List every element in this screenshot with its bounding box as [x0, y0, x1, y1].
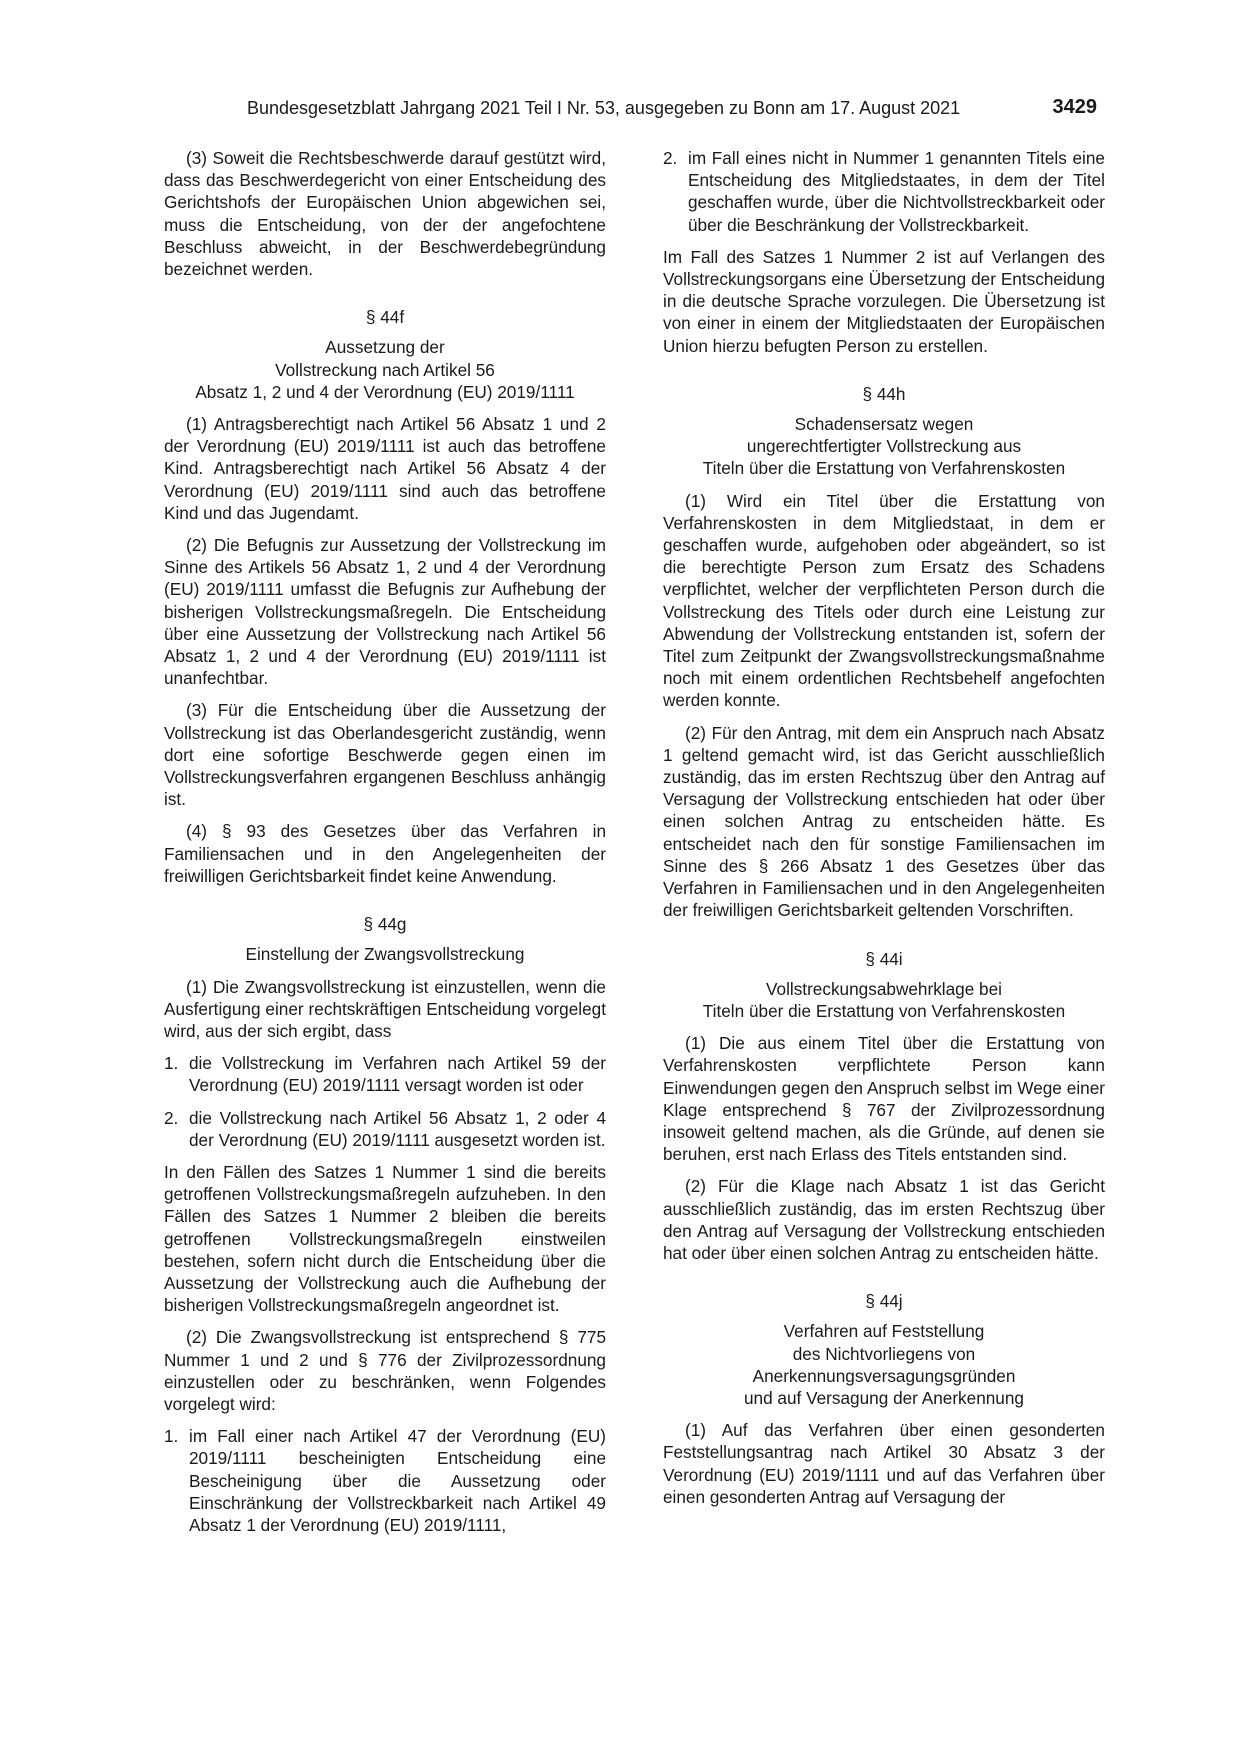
list-item-text: im Fall einer nach Artikel 47 der Verordnung (EU) 2019/1111 bescheinigten Entscheidung eine Bescheinigung über die Aussetzung oder Einschränkung der Vollstreckbarkeit nach Artikel 49 Absatz 1 der Verordnung (EU) 2019/1111, — [189, 1426, 606, 1535]
paragraph-44g-1: (1) Die Zwangsvollstreckung ist einzustellen, wenn die Ausfertigung einer rechtskräftigen Entscheidung vorgelegt wird, aus der sich ergibt, dass — [164, 976, 606, 1041]
heading-line: Absatz 1, 2 und 4 der Verordnung (EU) 2019/1111 — [195, 381, 575, 402]
section-number-44h: § 44h — [862, 383, 906, 404]
list-item — [164, 1052, 606, 1096]
paragraph-44h-1: (1) Wird ein Titel über die Erstattung von Verfahrenskosten in dem Mitgliedstaat, in dem er geschaffen wurde, aufgehoben oder abgeändert, so ist die berechtigte Person zum Ersatz des Schadens verpflichtet, welcher der verpflichteten Person durch die Vollstreckung des Titels oder durch eine Leistung zur Abwendung der Vollstreckung entstanden ist, sofern der Titel zum Zeitpunkt der Zwangsvollstreckungsmaßnahme noch mit einem ordentlichen Rechtsbehelf angefochten werden konnte. — [663, 490, 1105, 711]
list-item — [663, 147, 1105, 236]
heading-line: Schadensersatz wegen — [794, 414, 974, 435]
section-heading-44g: Einstellung der Zwangsvollstreckung — [245, 944, 525, 965]
section-number-44f: § 44f — [365, 307, 405, 328]
paragraph-44j-1: (1) Auf das Verfahren über einen gesonderten Feststellungsantrag nach Artikel 30 Absatz 3 der Verordnung (EU) 2019/1111 und auf das Verfahren über einen gesonderten Antrag auf Versagung der — [663, 1420, 1105, 1507]
right-column — [663, 147, 1105, 1518]
list-item-number: 1. — [164, 1426, 179, 1447]
page-header — [0, 98, 1241, 126]
section-heading-44f — [164, 336, 606, 403]
heading-line: des Nichtvorliegens von — [792, 1343, 976, 1364]
heading-line: Verfahren auf Feststellung — [783, 1321, 985, 1342]
section-heading-44h — [663, 413, 1105, 480]
list-item-text: die Vollstreckung im Verfahren nach Artikel 59 der Verordnung (EU) 2019/1111 versagt worden ist oder — [189, 1053, 606, 1096]
paragraph-44g-2-continuation: Im Fall des Satzes 1 Nummer 2 ist auf Verlangen des Vollstreckungsorgans eine Übersetzung der Entscheidung in die deutsche Sprache vorzulegen. Die Übersetzung ist von einer in einem der Mitgliedstaaten der Europäischen Union hierzu befugten Person zu erstellen. — [663, 246, 1105, 356]
paragraph-44f-3: (3) Für die Entscheidung über die Aussetzung der Vollstreckung ist das Oberlandesgericht zuständig, wenn dort eine sofortige Beschwerde gegen einen im Vollstreckungsverfahren ergangenen Beschluss anhängig ist. — [164, 700, 606, 810]
heading-line: ungerechtfertigter Vollstreckung aus — [746, 436, 1022, 457]
list-item — [164, 1425, 606, 1536]
list-item-number: 2. — [164, 1107, 179, 1128]
section-number-44j: § 44j — [865, 1291, 903, 1312]
left-column — [164, 147, 606, 1546]
heading-line: Vollstreckung nach Artikel 56 — [275, 359, 495, 380]
heading-line: Titeln über die Erstattung von Verfahrenskosten — [702, 458, 1066, 479]
paragraph-44f-4: (4) § 93 des Gesetzes über das Verfahren in Familiensachen und in den Angelegenheiten der freiwilligen Gerichtsbarkeit findet keine Anwendung. — [164, 821, 606, 886]
heading-line: Anerkennungsversagungsgründen — [752, 1365, 1016, 1386]
list-item-number: 1. — [164, 1053, 179, 1074]
section-heading-44j — [663, 1320, 1105, 1409]
heading-line: Aussetzung der — [325, 337, 445, 358]
list-item-text: im Fall eines nicht in Nummer 1 genannten Titels eine Entscheidung des Mitgliedstaates, in dem der Titel geschaffen wurde, über die Nichtvollstreckbarkeit oder über die Beschränkung der Vollstreckbarkeit. — [688, 148, 1105, 235]
heading-line: Vollstreckungsabwehrklage bei — [766, 978, 1002, 999]
heading-line: und auf Versagung der Anerkennung — [743, 1387, 1024, 1408]
list-item-text: die Vollstreckung nach Artikel 56 Absatz 1, 2 oder 4 der Verordnung (EU) 2019/1111 ausgesetzt worden ist. — [189, 1107, 606, 1150]
section-number-44i: § 44i — [865, 948, 903, 969]
paragraph-44f-1: (1) Antragsberechtigt nach Artikel 56 Absatz 1 und 2 der Verordnung (EU) 2019/1111 ist auch das betroffene Kind. Antragsberechtigt nach Artikel 56 Absatz 4 der Verordnung (EU) 2019/1111 sind auch das betroffene Kind und das Jugendamt. — [164, 414, 606, 523]
paragraph-44f-2: (2) Die Befugnis zur Aussetzung der Vollstreckung im Sinne des Artikels 56 Absatz 1, 2 und 4 der Verordnung (EU) 2019/1111 umfasst die Befugnis zur Aufhebung der bisherigen Vollstreckungsmaßregeln. Die Entscheidung über eine Aussetzung der Vollstreckung nach Artikel 56 Absatz 1, 2 und 4 der Verordnung (EU) 2019/1111 ist unanfechtbar. — [164, 535, 606, 689]
gazette-header-title: Bundesgesetzblatt Jahrgang 2021 Teil I Nr. 53, ausgegeben zu Bonn am 17. August 2021 — [247, 98, 961, 118]
page-number: 3429 — [1052, 96, 1097, 118]
list-item — [164, 1107, 606, 1151]
paragraph-44h-2: (2) Für den Antrag, mit dem ein Anspruch nach Absatz 1 geltend gemacht wird, ist das Gericht ausschließlich zuständig, das im ersten Rechtszug über den Antrag auf Versagung der Vollstreckung entschieden hat oder über einen solchen Antrag zu entscheiden hätte. Es entscheidet nach den für sonstige Familiensachen im Sinne des § 266 Absatz 1 des Gesetzes über das Verfahren in Familiensachen und in den Angelegenheiten der freiwilligen Gerichtsbarkeit geltenden Vorschriften. — [663, 722, 1105, 921]
paragraph-3-rechtsbeschwerde: (3) Soweit die Rechtsbeschwerde darauf gestützt wird, dass das Beschwerdegericht von einer Entscheidung des Gerichtshofs der Europäischen Union abgewichen sei, muss die Entscheidung, von der der angefochtene Beschluss abweicht, in der Beschwerdebegründung bezeichnet werden. — [164, 148, 606, 280]
section-number-44g: § 44g — [363, 914, 407, 935]
list-item-number: 2. — [663, 148, 678, 168]
heading-line: Titeln über die Erstattung von Verfahrenskosten — [702, 1000, 1066, 1021]
paragraph-44i-2: (2) Für die Klage nach Absatz 1 ist das Gericht ausschließlich zuständig, das im ersten Rechtszug über den Antrag auf Versagung der Vollstreckung entschieden hat oder über einen solchen Antrag zu entscheiden hätte. — [663, 1176, 1105, 1263]
section-heading-44i — [663, 978, 1105, 1022]
paragraph-44g-2: (2) Die Zwangsvollstreckung ist entsprechend § 775 Nummer 1 und 2 und § 776 der Zivilprozessordnung einzustellen oder zu beschränken, wenn Folgendes vorgelegt wird: — [164, 1327, 606, 1414]
paragraph-44g-1-continuation: In den Fällen des Satzes 1 Nummer 1 sind die bereits getroffenen Vollstreckungsmaßregeln aufzuheben. In den Fällen des Satzes 1 Nummer 2 bleiben die bereits getroffenen Vollstreckungsmaßregeln einstweilen bestehen, sofern nicht durch die Entscheidung über die Aussetzung der Vollstreckung auch die Aufhebung der bisherigen Vollstreckungsmaßregeln angeordnet ist. — [164, 1161, 606, 1316]
paragraph-44i-1: (1) Die aus einem Titel über die Erstattung von Verfahrenskosten verpflichtete Person kann Einwendungen gegen den Anspruch selbst im Wege einer Klage entsprechend § 767 der Zivilprozessordnung insoweit geltend machen, als die Gründe, auf denen sie beruhen, erst nach Erlass des Titels entstanden sind. — [663, 1033, 1105, 1165]
